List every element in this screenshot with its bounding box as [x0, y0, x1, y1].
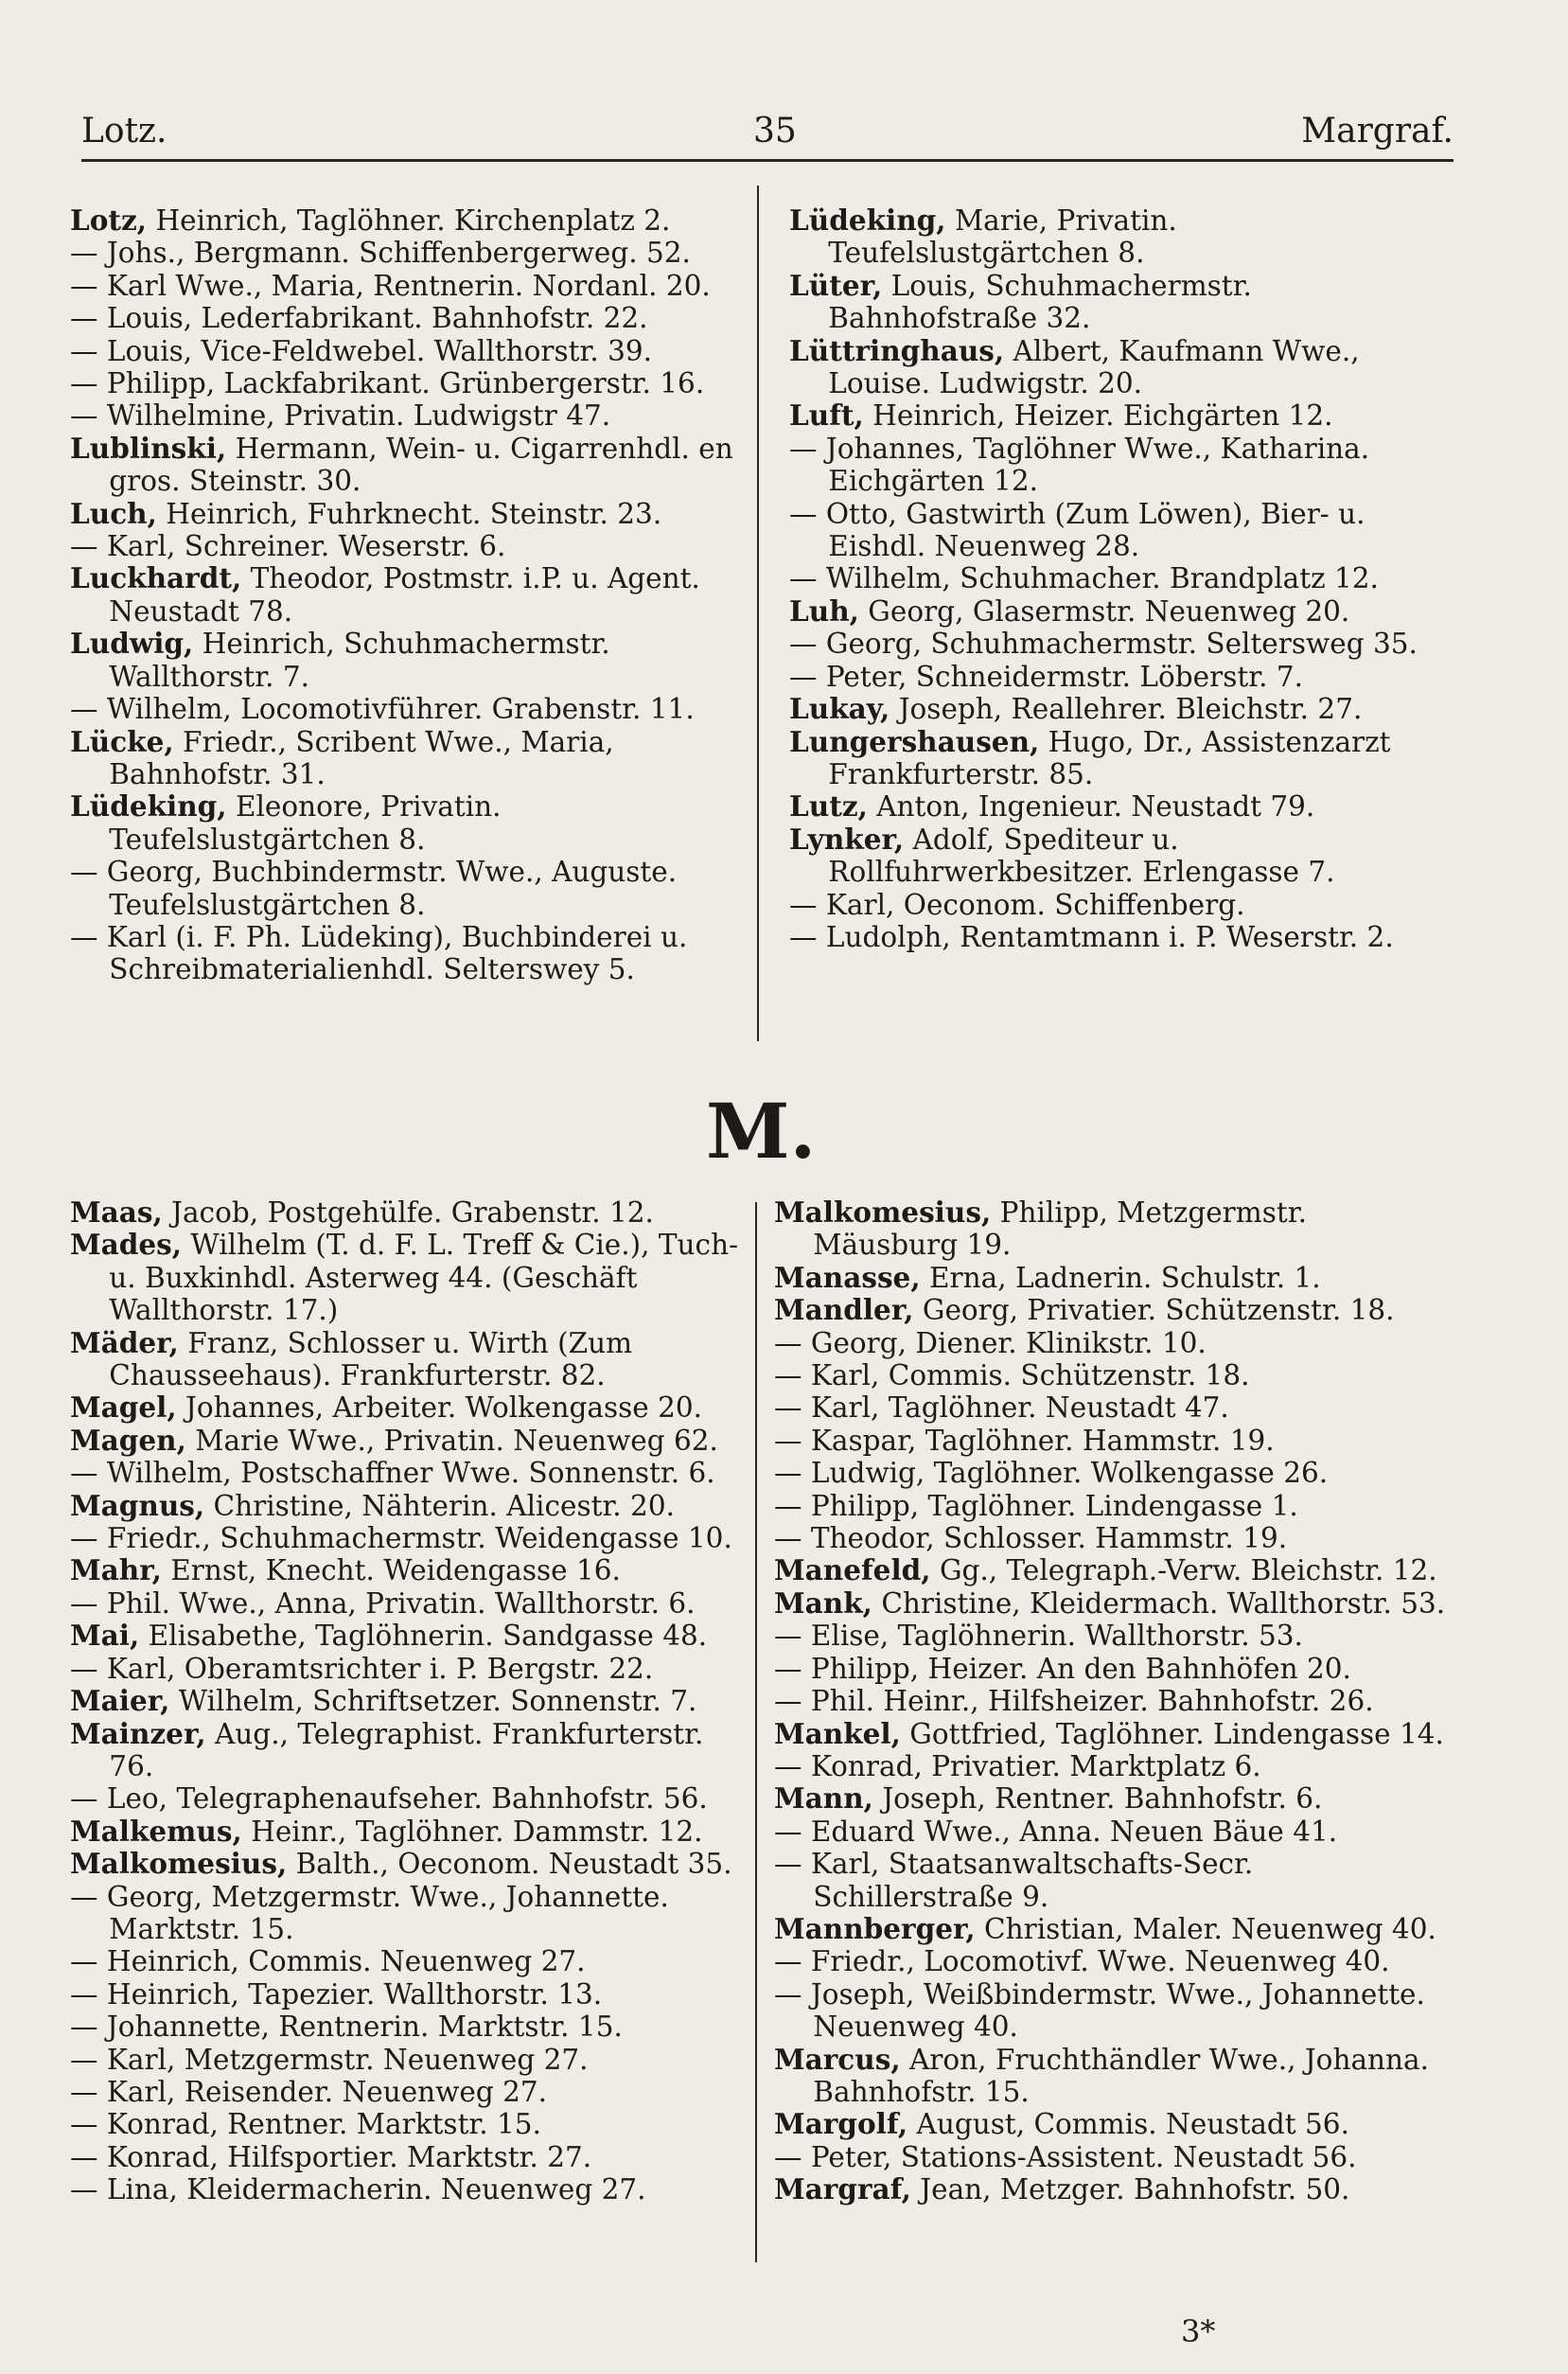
entry-details: — Heinrich, Tapezier. Wallthorstr. 13. [70, 1977, 603, 2011]
entry-surname: Mäder, [70, 1325, 179, 1359]
directory-entry [70, 790, 748, 856]
entry-surname: Mann, [774, 1781, 873, 1816]
directory-entry [70, 1490, 748, 1522]
directory-entry [70, 1554, 748, 1586]
entry-surname: Luckhardt, [70, 561, 242, 595]
directory-entry [70, 1718, 748, 1783]
entry-details: Hugo, Dr., Assistenzarzt Frankfurterstr. 85. [828, 725, 1391, 790]
entry-details: — Karl, Taglöhner. Neustadt 47. [774, 1391, 1229, 1425]
directory-entry [70, 2173, 748, 2206]
directory-entry [774, 1750, 1453, 1782]
directory-entry [774, 2044, 1453, 2109]
directory-entry [70, 270, 748, 302]
entry-details: — Karl, Schreiner. Weserstr. 6. [70, 530, 506, 563]
entry-details: Balth., Oeconom. Neustadt 35. [287, 1848, 732, 1881]
directory-entry [774, 1554, 1453, 1586]
entry-details: — Phil. Heinr., Hilfsheizer. Bahnhofstr. 26. [774, 1685, 1374, 1718]
entry-details: — Leo, Telegraphenaufseher. Bahnhofstr. 56. [70, 1782, 708, 1816]
entry-surname: Lücke, [70, 724, 174, 758]
directory-entry [70, 399, 748, 432]
entry-surname: Luch, [70, 496, 157, 530]
entry-surname: Magel, [70, 1391, 177, 1425]
entry-details: Wilhelm, Schriftsetzer. Sonnenstr. 7. [169, 1685, 697, 1718]
entry-surname: Mankel, [774, 1716, 901, 1750]
entry-details: Aug., Telegraphist. Frankfurterstr. 76. [109, 1717, 704, 1782]
directory-entry [789, 921, 1453, 953]
directory-entry [70, 530, 748, 562]
entry-surname: Mannberger, [774, 1911, 976, 1945]
entry-surname: Maier, [70, 1684, 170, 1718]
column-right-top [789, 204, 1453, 953]
directory-entry [789, 433, 1453, 498]
entry-details: Anton, Ingenieur. Neustadt 79. [867, 790, 1315, 824]
directory-entry [70, 1457, 748, 1489]
entry-details: — Karl, Staatsanwaltschafts-Secr. Schillerstraße 9. [774, 1848, 1254, 1913]
entry-surname: Margraf, [774, 2172, 911, 2206]
entry-details: Gottfried, Taglöhner. Lindengasse 14. [900, 1717, 1444, 1750]
directory-entry [789, 595, 1453, 628]
directory-entry [774, 1978, 1453, 2044]
directory-entry [789, 790, 1453, 823]
entry-surname: Manasse, [774, 1260, 921, 1294]
entry-surname: Margolf, [774, 2107, 908, 2141]
entry-details: Johannes, Arbeiter. Wolkengasse 20. [176, 1391, 703, 1425]
entry-details: — Philipp, Heizer. An den Bahnhöfen 20. [774, 1652, 1351, 1685]
entry-details: Gg., Telegraph.-Verw. Bleichstr. 12. [930, 1554, 1437, 1587]
column-divider-bottom [755, 1202, 757, 2262]
entry-details: — Ludwig, Taglöhner. Wolkengasse 26. [774, 1457, 1329, 1490]
directory-entry [70, 1685, 748, 1717]
directory-entry [70, 1816, 748, 1848]
entry-details: Louis, Schuhmachermstr. Bahnhofstraße 32. [828, 269, 1252, 335]
entry-details: — Georg, Diener. Klinikstr. 10. [774, 1326, 1207, 1359]
entry-surname: Maas, [70, 1196, 163, 1229]
entry-details: Hermann, Wein- u. Cigarrenhdl. en gros. Steinstr. 30. [109, 432, 733, 498]
entry-surname: Lynker, [789, 822, 905, 856]
directory-entry [789, 270, 1453, 335]
entry-surname: Lotz, [70, 204, 148, 237]
directory-entry [70, 1522, 748, 1554]
entry-details: — Louis, Vice-Feldwebel. Wallthorstr. 39. [70, 334, 653, 367]
entry-details: — Lina, Kleidermacherin. Neuenweg 27. [70, 2173, 646, 2206]
entry-details: — Konrad, Hilfsportier. Marktstr. 27. [70, 2140, 592, 2173]
entry-surname: Malkemus, [70, 1814, 242, 1848]
directory-entry [774, 1782, 1453, 1815]
directory-entry [70, 433, 748, 498]
directory-entry [70, 1391, 748, 1424]
entry-details: Heinrich, Fuhrknecht. Steinstr. 23. [156, 497, 662, 530]
entry-details: — Friedr., Locomotivf. Wwe. Neuenweg 40. [774, 1945, 1390, 1978]
directory-entry [774, 1718, 1453, 1750]
entry-details: Albert, Kaufmann Wwe., Louise. Ludwigstr. 20. [828, 334, 1360, 400]
entry-details: Elisabethe, Taglöhnerin. Sandgasse 48. [139, 1620, 708, 1653]
entry-surname: Marcus, [774, 2042, 901, 2076]
entry-details: Christine, Kleidermach. Wallthorstr. 53. [872, 1586, 1446, 1620]
entry-details: — Louis, Lederfabrikant. Bahnhofstr. 22. [70, 302, 648, 335]
entry-details: Adolf, Spediteur u. Rollfuhrwerkbesitzer. Erlengasse 7. [828, 823, 1335, 889]
column-right-bottom [774, 1196, 1453, 2206]
directory-entry [774, 1587, 1453, 1620]
entry-surname: Mai, [70, 1619, 140, 1653]
entry-surname: Mank, [774, 1586, 872, 1620]
column-left-top [70, 204, 748, 986]
entry-details: — Peter, Schneidermstr. Löberstr. 7. [789, 660, 1303, 693]
directory-entry [70, 1196, 748, 1229]
directory-entry [70, 693, 748, 725]
entry-details: Franz, Schlosser u. Wirth (Zum Chausseehaus). Frankfurterstr. 82. [109, 1326, 633, 1392]
directory-entry [789, 562, 1453, 594]
entry-details: — Johannette, Rentnerin. Marktstr. 15. [70, 2011, 623, 2044]
entry-surname: Manefeld, [774, 1553, 931, 1587]
signature-mark: 3* [1181, 2313, 1216, 2349]
directory-entry [774, 1522, 1453, 1554]
directory-entry [774, 1913, 1453, 1945]
directory-entry [70, 1848, 748, 1880]
directory-entry [789, 335, 1453, 400]
directory-entry [70, 1327, 748, 1392]
directory-entry [70, 1653, 748, 1685]
directory-entry [774, 1196, 1453, 1262]
directory-entry [789, 628, 1453, 660]
entry-details: — Georg, Metzgermstr. Wwe., Johannette. Marktstr. 15. [70, 1880, 669, 1945]
directory-entry [774, 1425, 1453, 1457]
directory-entry [70, 1881, 748, 1946]
entry-details: — Georg, Schuhmachermstr. Seltersweg 35. [789, 628, 1418, 661]
entry-surname: Luh, [789, 594, 859, 628]
directory-entry [70, 2076, 748, 2108]
directory-entry [789, 693, 1453, 725]
entry-details: — Wilhelm, Postschaffner Wwe. Sonnenstr. 6. [70, 1457, 715, 1490]
entry-details: — Konrad, Privatier. Marktplatz 6. [774, 1749, 1261, 1782]
entry-details: — Georg, Buchbindermstr. Wwe., Auguste. Teufelslustgärtchen 8. [70, 856, 678, 921]
entry-details: — Wilhelm, Schuhmacher. Brandplatz 12. [789, 562, 1379, 595]
entry-details: — Kaspar, Taglöhner. Hammstr. 19. [774, 1424, 1275, 1457]
directory-entry [70, 1782, 748, 1815]
entry-details: Theodor, Postmstr. i.P. u. Agent. Neustadt 78. [109, 562, 700, 628]
entry-details: — Ludolph, Rentamtmann i. P. Weserstr. 2. [789, 920, 1394, 953]
directory-entry [70, 204, 748, 237]
directory-entry [774, 2108, 1453, 2140]
header-left: Lotz. [81, 112, 167, 151]
entry-details: — Wilhelmine, Privatin. Ludwigstr 47. [70, 399, 611, 433]
directory-entry [789, 726, 1453, 791]
entry-surname: Malkomesius, [774, 1196, 992, 1229]
entry-details: Philipp, Metzgermstr. Mäusburg 19. [813, 1196, 1307, 1262]
entry-details: Marie Wwe., Privatin. Neuenweg 62. [185, 1424, 718, 1457]
header-right: Margraf. [1301, 112, 1453, 151]
directory-entry [70, 1945, 748, 1977]
entry-details: Joseph, Rentner. Bahnhofstr. 6. [872, 1782, 1323, 1816]
directory-entry [774, 1816, 1453, 1848]
entry-details: — Friedr., Schuhmachermstr. Weidengasse 10. [70, 1522, 732, 1555]
directory-entry [70, 856, 748, 921]
directory-entry [774, 1620, 1453, 1652]
entry-details: — Karl, Commis. Schützenstr. 18. [774, 1359, 1250, 1392]
directory-entry [774, 1457, 1453, 1489]
entry-details: — Philipp, Lackfabrikant. Grünbergerstr. 16. [70, 367, 705, 400]
directory-entry [774, 1294, 1453, 1326]
entry-details: Heinrich, Taglöhner. Kirchenplatz 2. [147, 204, 671, 237]
entry-surname: Mandler, [774, 1293, 914, 1327]
entry-details: Friedr., Scribent Wwe., Maria, Bahnhofstr. 31. [109, 725, 614, 790]
entry-details: — Karl, Metzgermstr. Neuenweg 27. [70, 2043, 589, 2076]
directory-entry [789, 661, 1453, 693]
directory-entry [774, 1262, 1453, 1294]
directory-entry [70, 628, 748, 693]
directory-entry [774, 1490, 1453, 1522]
column-divider-top [757, 186, 759, 1041]
entry-details: Erna, Ladnerin. Schulstr. 1. [920, 1261, 1321, 1294]
entry-details: — Phil. Wwe., Anna, Privatin. Wallthorstr. 6. [70, 1586, 696, 1620]
section-letter: M. [706, 1087, 817, 1176]
entry-surname: Lublinski, [70, 431, 227, 465]
entry-surname: Lungershausen, [789, 724, 1040, 758]
directory-entry [70, 1229, 748, 1326]
directory-entry [789, 399, 1453, 432]
column-left-bottom [70, 1196, 748, 2206]
directory-entry [70, 1425, 748, 1457]
entry-details: Georg, Privatier. Schützenstr. 18. [913, 1294, 1395, 1327]
directory-entry [70, 237, 748, 269]
running-header [81, 112, 1453, 159]
entry-surname: Mades, [70, 1228, 183, 1262]
directory-entry [774, 2173, 1453, 2206]
directory-entry [70, 2141, 748, 2173]
entry-details: — Heinrich, Commis. Neuenweg 27. [70, 1945, 586, 1978]
directory-entry [789, 498, 1453, 563]
directory-entry [774, 1945, 1453, 1977]
entry-surname: Lüter, [789, 268, 883, 302]
entry-details: Christine, Nähterin. Alicestr. 20. [204, 1489, 675, 1522]
entry-surname: Magnus, [70, 1488, 205, 1522]
entry-details: Jean, Metzger. Bahnhofstr. 50. [910, 2173, 1350, 2206]
directory-entry [70, 2011, 748, 2043]
directory-entry [774, 1391, 1453, 1424]
entry-details: Wilhelm (T. d. F. L. Treff & Cie.), Tuch- u. Buxkinhdl. Asterweg 44. (Geschäft Wallthorstr. 17.) [109, 1229, 739, 1327]
entry-surname: Lüdeking, [789, 204, 946, 237]
entry-details: — Konrad, Rentner. Marktstr. 15. [70, 2108, 541, 2141]
entry-details: — Peter, Stations-Assistent. Neustadt 56. [774, 2140, 1357, 2173]
entry-details: — Karl, Reisender. Neuenweg 27. [70, 2075, 548, 2108]
entry-details: Marie, Privatin. Teufelslustgärtchen 8. [828, 204, 1177, 270]
entry-details: — Elise, Taglöhnerin. Wallthorstr. 53. [774, 1620, 1303, 1653]
entry-details: — Eduard Wwe., Anna. Neuen Bäue 41. [774, 1815, 1338, 1848]
directory-entry [789, 204, 1453, 270]
entry-surname: Lüdeking, [70, 789, 227, 824]
directory-entry [70, 921, 748, 986]
entry-surname: Lukay, [789, 692, 890, 726]
entry-details: — Wilhelm, Locomotivführer. Grabenstr. 11. [70, 693, 695, 726]
entry-details: — Philipp, Taglöhner. Lindengasse 1. [774, 1489, 1298, 1522]
directory-entry [774, 1359, 1453, 1391]
entry-details: Eleonore, Privatin. Teufelslustgärtchen 8. [109, 790, 502, 856]
directory-entry [70, 1587, 748, 1620]
entry-details: Joseph, Reallehrer. Bleichstr. 27. [890, 693, 1363, 726]
directory-entry [70, 1978, 748, 2011]
entry-surname: Mainzer, [70, 1716, 206, 1750]
entry-details: Aron, Fruchthändler Wwe., Johanna. Bahnhofstr. 15. [813, 2043, 1429, 2108]
entry-details: — Otto, Gastwirth (Zum Löwen), Bier- u. Eishdl. Neuenweg 28. [789, 497, 1365, 563]
entry-details: — Theodor, Schlosser. Hammstr. 19. [774, 1522, 1288, 1555]
entry-details: Jacob, Postgehülfe. Grabenstr. 12. [162, 1196, 654, 1229]
directory-entry [70, 498, 748, 530]
directory-entry [70, 2044, 748, 2076]
entry-details: — Joseph, Weißbindermstr. Wwe., Johannette. Neuenweg 40. [774, 1977, 1425, 2044]
entry-surname: Ludwig, [70, 627, 194, 661]
entry-details: Georg, Glasermstr. Neuenweg 20. [858, 594, 1350, 628]
directory-entry [70, 335, 748, 367]
entry-details: Christian, Maler. Neuenweg 40. [975, 1912, 1436, 1945]
entry-details: Heinrich, Heizer. Eichgärten 12. [863, 399, 1333, 433]
directory-entry [774, 1685, 1453, 1717]
directory-entry [774, 1848, 1453, 1913]
directory-entry [70, 2108, 748, 2140]
directory-entry [70, 367, 748, 399]
directory-entry [774, 1653, 1453, 1685]
entry-details: Ernst, Knecht. Weidengasse 16. [161, 1554, 621, 1587]
directory-entry [70, 562, 748, 628]
directory-entry [70, 302, 748, 334]
entry-surname: Malkomesius, [70, 1847, 288, 1881]
entry-surname: Magen, [70, 1423, 186, 1457]
entry-surname: Mahr, [70, 1553, 162, 1587]
entry-details: Heinrich, Schuhmachermstr. Wallthorstr. 7. [109, 628, 610, 693]
entry-details: — Karl, Oeconom. Schiffenberg. [789, 888, 1245, 921]
directory-entry [789, 889, 1453, 921]
entry-details: August, Commis. Neustadt 56. [907, 2108, 1349, 2141]
directory-entry [789, 824, 1453, 889]
entry-details: — Karl (i. F. Ph. Lüdeking), Buchbinderei u. Schreibmaterialienhdl. Selterswey 5. [70, 920, 688, 986]
entry-details: — Johs., Bergmann. Schiffenbergerweg. 52. [70, 237, 691, 270]
entry-surname: Lutz, [789, 789, 868, 824]
page-number: 35 [753, 112, 797, 151]
entry-surname: Luft, [789, 399, 864, 433]
directory-entry [70, 726, 748, 791]
entry-details: — Johannes, Taglöhner Wwe., Katharina. Eichgärten 12. [789, 432, 1370, 498]
directory-entry [774, 2141, 1453, 2173]
directory-entry [70, 1620, 748, 1652]
entry-details: — Karl Wwe., Maria, Rentnerin. Nordanl. 20. [70, 269, 711, 302]
entry-details: — Karl, Oberamtsrichter i. P. Bergstr. 22. [70, 1652, 654, 1685]
header-rule [81, 159, 1453, 162]
entry-details: Heinr., Taglöhner. Dammstr. 12. [241, 1815, 703, 1848]
directory-entry [774, 1327, 1453, 1359]
entry-surname: Lüttringhaus, [789, 333, 1005, 367]
